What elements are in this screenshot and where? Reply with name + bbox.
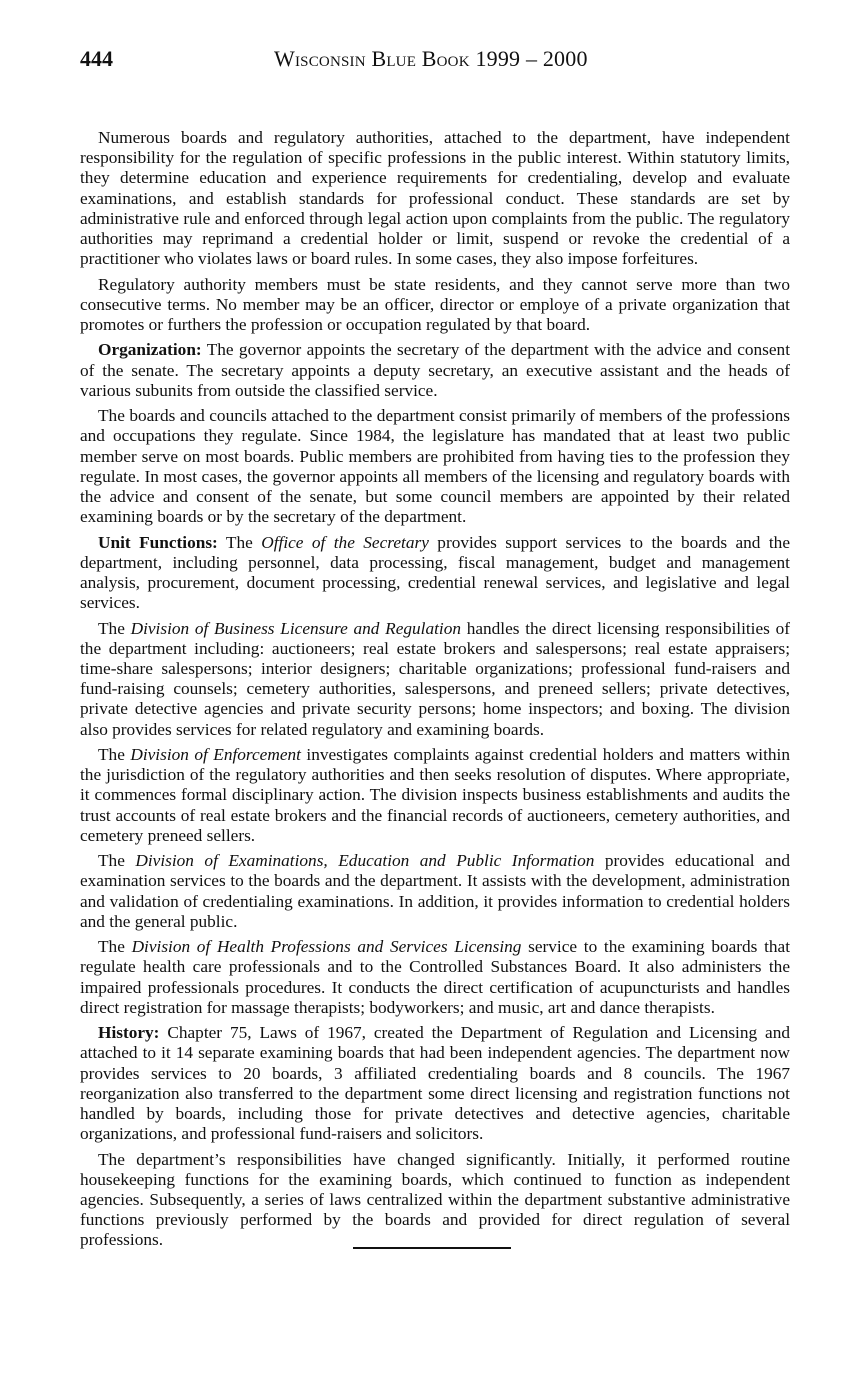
examinations-division-name: Division of Examinations, Education and Public Information xyxy=(135,851,595,871)
organization-heading: Organization: xyxy=(98,340,202,360)
history-heading: History: xyxy=(98,1023,160,1043)
health-professions-text: service to the examining boards that regulate health care professionals and to the Controlled Substances Board. It also administers the impaired professionals procedures. It conducts the direct certification of acupuncturists and handles direct registration for massage therapists; bodyworkers; and music, art and dance therapists. xyxy=(80,937,791,1017)
section-end-rule xyxy=(353,1247,511,1249)
paragraph-regulatory-authorities: Numerous boards and regulatory authorities, attached to the department, have independent responsibility for the regulation of specific professions in the public interest. Within statutory limits, they determine education and experience requirements for credentialing, develop and evaluate examinations, and establish standards for professional conduct. These standards are set by administrative rule and enforced through legal action upon complaints from the public. The regulatory authorities may reprimand a credential holder or limit, suspend or revoke the credential of a practitioner who violates laws or board rules. In some cases, they also impose forfeitures. xyxy=(80,128,790,269)
paragraph-enforcement: The Division of Enforcement investigates complaints against credential holders and matters within the jurisdiction of the regulatory authorities and then seeks resolution of disputes. Where appropriate, it commences formal disciplinary action. The division inspects business establishments and audits the trust accounts of real estate brokers and the financial records of auctioneers, cemetery authorities, and cemetery preneed sellers. xyxy=(80,745,790,845)
paragraph-unit-functions: Unit Functions: The Office of the Secretary provides support services to the boards and the department, including personnel, data processing, fiscal management, budget and management analysis, procurement, document processing, credential renewal services, and legislative and legal services. xyxy=(80,532,790,613)
enforcement-division-name: Division of Enforcement xyxy=(130,745,301,765)
unit-functions-heading: Unit Functions: xyxy=(98,532,218,552)
office-of-secretary-name: Office of the Secretary xyxy=(261,532,429,552)
paragraph-examinations: The Division of Examinations, Education and Public Information provides educational and examination services to the boards and the department. It assists with the development, administration and validation of credentialing examinations. In addition, it provides information to credential holders and the general public. xyxy=(80,851,791,931)
page-number: 444 xyxy=(80,46,113,71)
paragraph-business-licensure: The Division of Business Licensure and Regulation handles the direct licensing responsibilities of the department including: auctioneers; real estate brokers and salespersons; real estate appraisers; time-share salespersons; interior designers; charitable organizations; professional fund-raisers and fund-raising counsels; cemetery authorities, salespersons, and preneed sellers; private detectives, private detective agencies and private security persons; home inspectors; and boxing. The division also provides services for related regulatory and examining boards. xyxy=(80,618,791,739)
history-text: Chapter 75, Laws of 1967, created the Department of Regulation and Licensing and attached to it 14 separate examining boards that had been independent agencies. The department now provides services to 20 boards, 3 affiliated credentialing boards and 8 councils. The 1967 reorganization also transferred to the department some direct licensing and registration functions not handled by boards, including those for private detectives and detective agencies, charitable organizations, and professional fund-raisers and solicitors. xyxy=(80,1023,790,1144)
examinations-text: provides educational and examination services to the boards and the department. It assists with the development, administration and validation of credentialing examinations. In addition, it provides information to credential holders and the general public. xyxy=(80,851,791,931)
paragraph-responsibilities: The department’s responsibilities have changed significantly. Initially, it performed routine housekeeping functions for the examining boards, which continued to function as independent agencies. Subsequently, a series of laws centralized within the department substantive administrative functions previously performed by the boards and provided for direct regulation of several professions. xyxy=(80,1149,790,1250)
health-professions-division-name: Division of Health Professions and Services Licensing xyxy=(131,937,522,957)
running-title: Wisconsin Blue Book 1999 – 2000 xyxy=(274,46,588,71)
paragraph-organization xyxy=(80,340,790,401)
business-licensure-division-name: Division of Business Licensure and Regulation xyxy=(130,618,461,638)
organization-text: The governor appoints the secretary of the department with the advice and consent of the senate. The secretary appoints a deputy secretary, an executive assistant and the heads of various subunits from outside the classified service. xyxy=(80,340,790,400)
paragraph-health-professions: The Division of Health Professions and Services Licensing service to the examining boards that regulate health care professionals and to the Controlled Substances Board. It also administers the impaired professionals procedures. It conducts the direct certification of acupuncturists and handles direct registration for massage therapists; bodyworkers; and music, art and dance therapists. xyxy=(80,937,791,1017)
unit-functions-text: provides support services to the boards and the department, including personnel, data processing, fiscal management, budget and management analysis, procurement, document processing, credential renewal services, and legislative and legal services. xyxy=(80,532,790,613)
business-licensure-text: handles the direct licensing responsibilities of the department including: auctioneers; real estate brokers and salespersons; real estate appraisers; time-share salespersons; interior designers; charitable organizations; professional fund-raisers and fund-raising counsels; cemetery authorities, salespersons, and preneed sellers; private detectives, private detective agencies and private security persons; home inspectors; and boxing. The division also provides services for related regulatory and examining boards. xyxy=(80,618,791,739)
paragraph-boards-councils: The boards and councils attached to the department consist primarily of members of the professions and occupations they regulate. Since 1984, the legislature has mandated that at least two public member serve on most boards. Public members are prohibited from having ties to the profession they regulate. In most cases, the governor appoints all members of the licensing and regulatory boards with the advice and consent of the senate, but some council members are appointed by their related examining boards or by the secretary of the department. xyxy=(80,406,790,527)
enforcement-text: investigates complaints against credential holders and matters within the jurisdiction of the regulatory authorities and then seeks resolution of disputes. Where appropriate, it commences formal disciplinary action. The division inspects business establishments and audits the trust accounts of real estate brokers and the financial records of auctioneers, cemetery authorities, and cemetery preneed sellers. xyxy=(80,745,790,845)
body-text xyxy=(80,128,790,1256)
paragraph-history xyxy=(80,1023,790,1144)
paragraph-member-requirements: Regulatory authority members must be state residents, and they cannot serve more than two consecutive terms. No member may be an officer, director or employe of a private organization that promotes or furthers the profession or occupation regulated by that board. xyxy=(80,274,790,335)
page-header xyxy=(80,46,790,80)
